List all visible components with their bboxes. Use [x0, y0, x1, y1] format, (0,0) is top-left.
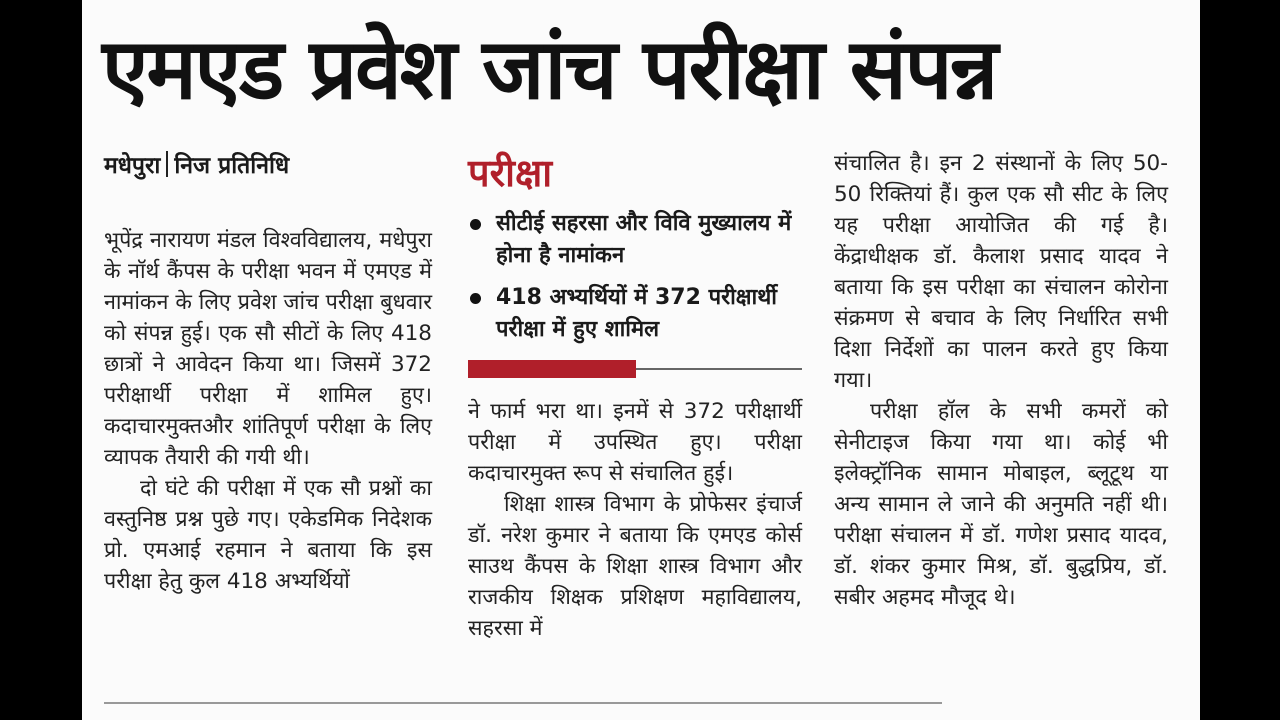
byline-reporter: निज प्रतिनिधि	[174, 153, 290, 179]
highlight-point-text: सीटीई सहरसा और विवि मुख्यालय में होना है नामांकन	[496, 211, 792, 268]
byline-separator	[166, 151, 168, 177]
divider-accent-bar	[468, 360, 636, 378]
section-divider	[468, 360, 802, 378]
article-column-2	[468, 396, 802, 644]
byline	[104, 148, 289, 184]
column3-paragraph-1: संचालित है। इन 2 संस्थानों के लिए 50-50 रिक्तियां हैं। कुल एक सौ सीट के लिए यह परीक्षा आयोजित की गई है। केंद्राधीक्षक डॉ. कैलाश प्रसाद यादव ने बताया कि इस परीक्षा का संचालन कोरोना संक्रमण से बचाव के लिए निर्धारित सभी दिशा निर्देशों का पालन करते हुए किया गया।	[834, 151, 1168, 393]
highlight-list	[468, 208, 802, 346]
bottom-divider	[104, 702, 942, 704]
article-column-1	[104, 225, 432, 597]
article-column-3	[834, 148, 1168, 613]
byline-place: मधेपुरा	[104, 153, 161, 179]
column1-paragraph-1: भूपेंद्र नारायण मंडल विश्वविद्यालय, मधेपुरा के नॉर्थ कैंपस के परीक्षा भवन में एमएड में नामांकन के लिए प्रवेश जांच परीक्षा बुधवार को संपन्न हुई। एक सौ सीटों के लिए 418 छात्रों ने आवेदन किया था। जिसमें 372 परीक्षार्थी परीक्षा में शामिल हुए। कदाचारमुक्तऔर शांतिपूर्ण परीक्षा के लिए व्यापक तैयारी की गयी थी।	[104, 228, 432, 470]
newspaper-clipping	[82, 0, 1200, 720]
column3-paragraph-2: परीक्षा हॉल के सभी कमरों को सेनीटाइज किया गया था। कोई भी इलेक्ट्रॉनिक सामान मोबाइल, ब्लूटूथ या अन्य सामान ले जाने की अनुमति नहीं थी। परीक्षा संचालन में डॉ. गणेश प्रसाद यादव, डॉ. शंकर कुमार मिश्र, डॉ. बुद्धप्रिय, डॉ. सबीर अहमद मौजूद थे।	[834, 399, 1168, 610]
highlight-title: परीक्षा	[468, 151, 553, 195]
highlight-point-text: 418 अभ्यर्थियों में 372 परीक्षार्थी परीक्षा में हुए शामिल	[496, 285, 777, 342]
bullet-icon	[470, 293, 481, 304]
highlight-box	[468, 148, 802, 356]
highlight-point	[468, 208, 802, 272]
headline: एमएड प्रवेश जांच परीक्षा संपन्न	[102, 20, 997, 118]
bullet-icon	[470, 219, 481, 230]
highlight-point	[468, 282, 802, 346]
column2-paragraph-2: शिक्षा शास्त्र विभाग के प्रोफेसर इंचार्ज डॉ. नरेश कुमार ने बताया कि एमएड कोर्स साउथ कैंपस के शिक्षा शास्त्र विभाग और राजकीय शिक्षक प्रशिक्षण महाविद्यालय, सहरसा में	[468, 492, 802, 641]
column2-paragraph-1: ने फार्म भरा था। इनमें से 372 परीक्षार्थी परीक्षा में उपस्थित हुए। परीक्षा कदाचारमुक्त रूप से संचालित हुई।	[468, 399, 802, 486]
column1-paragraph-2: दो घंटे की परीक्षा में एक सौ प्रश्नों का वस्तुनिष्ठ प्रश्न पुछे गए। एकेडमिक निदेशक प्रो. एमआई रहमान ने बताया कि इस परीक्षा हेतु कुल 418 अभ्यर्थियों	[104, 476, 432, 594]
